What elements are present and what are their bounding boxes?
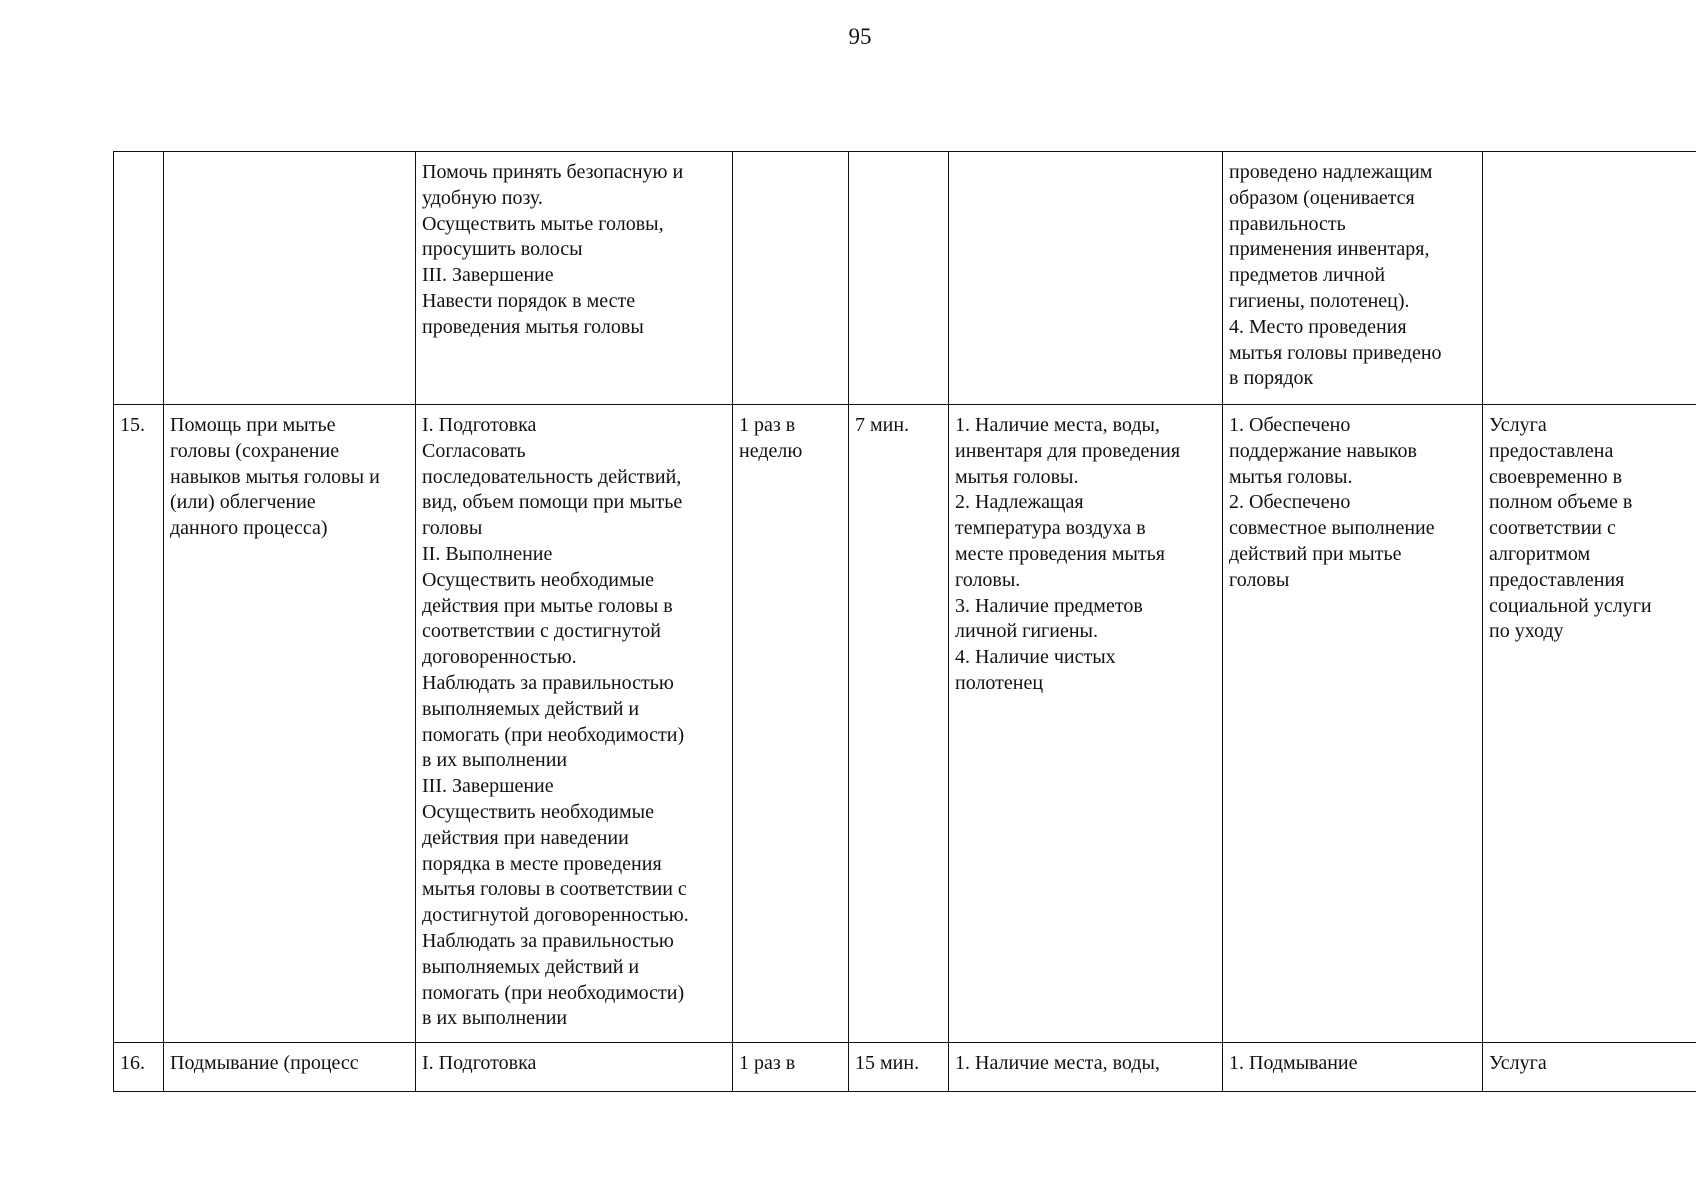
cell-number <box>114 152 164 405</box>
cell-frequency: 1 раз в неделю <box>733 405 849 1043</box>
cell-assessment: Услуга предоставлена своевременно в полном объеме в соответствии с алгоритмом предоставления социальной услуги по уходу <box>1483 405 1696 1043</box>
cell-duration <box>849 152 949 405</box>
table-row <box>114 405 1696 1043</box>
cell-duration: 7 мин. <box>849 405 949 1043</box>
cell-conditions: 1. Наличие места, воды, <box>949 1043 1223 1092</box>
cell-service-content: I. Подготовка Согласовать последовательность действий, вид, объем помощи при мытье головы II. Выполнение Осуществить необходимые действия при мытье головы в соответствии с достигнутой договоренностью. Наблюдать за правильностью выполняемых действий и помогать (при необходимости) в их выполнении III. Завершение Осуществить необходимые действия при наведении порядка в месте проведения мытья головы в соответствии с достигнутой договоренностью. Наблюдать за правильностью выполняемых действий и помогать (при необходимости) в их выполнении <box>416 405 733 1043</box>
cell-service-name: Помощь при мытье головы (сохранение навыков мытья головы и (или) облегчение данного процесса) <box>164 405 416 1043</box>
table-row <box>114 152 1696 405</box>
cell-assessment: Услуга <box>1483 1043 1696 1092</box>
cell-duration: 15 мин. <box>849 1043 949 1092</box>
cell-number: 15. <box>114 405 164 1043</box>
cell-conditions <box>949 152 1223 405</box>
cell-number: 16. <box>114 1043 164 1092</box>
cell-frequency: 1 раз в <box>733 1043 849 1092</box>
cell-conditions: 1. Наличие места, воды, инвентаря для проведения мытья головы. 2. Надлежащая температура воздуха в месте проведения мытья головы. 3. Наличие предметов личной гигиены. 4. Наличие чистых полотенец <box>949 405 1223 1043</box>
cell-service-name <box>164 152 416 405</box>
table-row <box>114 1043 1696 1092</box>
services-table <box>113 151 1696 1092</box>
cell-quality-indicators: 1. Обеспечено поддержание навыков мытья головы. 2. Обеспечено совместное выполнение действий при мытье головы <box>1223 405 1483 1043</box>
page-number: 95 <box>848 24 872 49</box>
cell-quality-indicators: 1. Подмывание <box>1223 1043 1483 1092</box>
cell-service-content: Помочь принять безопасную и удобную позу. Осуществить мытье головы, просушить волосы III. Завершение Навести порядок в месте проведения мытья головы <box>416 152 733 405</box>
cell-service-content: I. Подготовка <box>416 1043 733 1092</box>
cell-frequency <box>733 152 849 405</box>
cell-quality-indicators: проведено надлежащим образом (оценивается правильность применения инвентаря, предметов личной гигиены, полотенец). 4. Место проведения мытья головы приведено в порядок <box>1223 152 1483 405</box>
cell-service-name: Подмывание (процесс <box>164 1043 416 1092</box>
cell-assessment <box>1483 152 1696 405</box>
